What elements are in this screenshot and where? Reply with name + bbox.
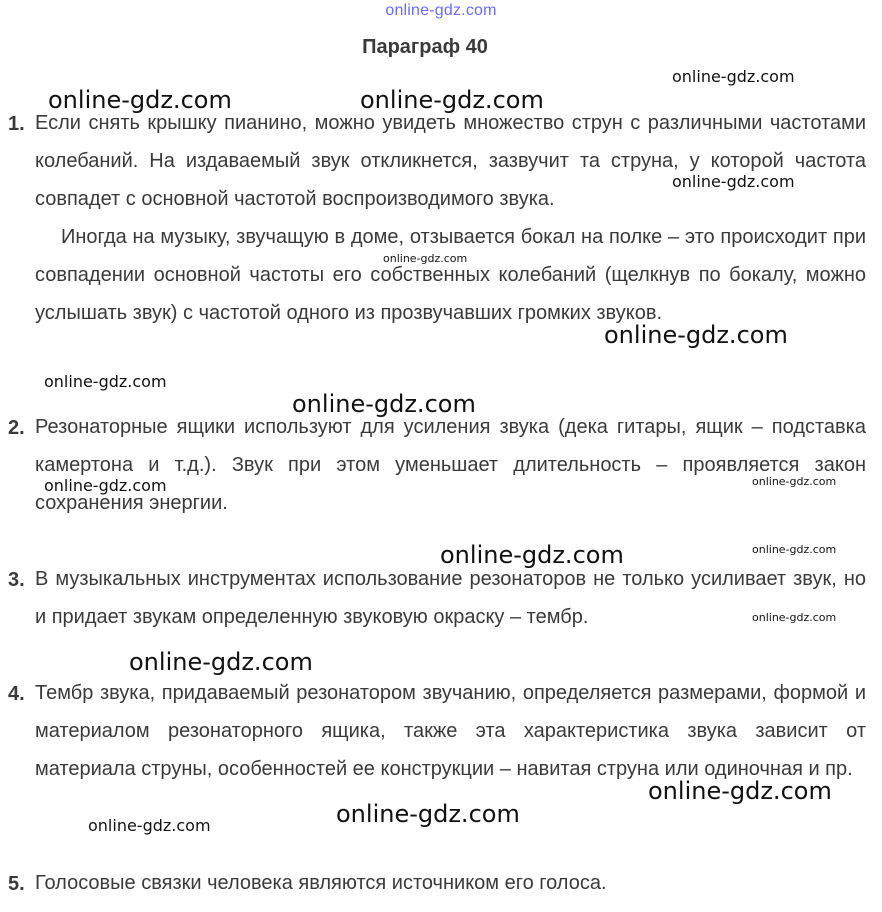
list-item-5 bbox=[8, 864, 866, 902]
item-number: 4. bbox=[8, 683, 25, 705]
watermark: online-gdz.com bbox=[129, 648, 313, 676]
watermark: online-gdz.com bbox=[44, 476, 167, 495]
watermark: online-gdz.com bbox=[752, 475, 837, 488]
watermark: online-gdz.com bbox=[44, 372, 167, 391]
item-paragraph: Резонаторные ящики используют для усиления звука (дека гитары, ящик – подставка камертона и т.д.). Звук при этом уменьшает длительность – проявляется закон сохранения энергии. bbox=[35, 416, 866, 514]
watermark: online-gdz.com bbox=[604, 321, 788, 349]
watermark: online-gdz.com bbox=[440, 541, 624, 569]
list-item-2 bbox=[8, 408, 866, 522]
item-number: 1. bbox=[8, 113, 25, 135]
item-paragraph: Если снять крышку пианино, можно увидеть множество струн с различными частотами колебаний. На издаваемый звук откликнется, зазвучит та струна, у которой частота совпадет с основной частотой воспроизводимого звука. bbox=[35, 112, 866, 210]
watermark: online-gdz.com bbox=[752, 611, 837, 624]
watermark: online-gdz.com bbox=[360, 86, 544, 114]
list-item-1 bbox=[8, 104, 866, 332]
watermark: online-gdz.com bbox=[88, 816, 211, 835]
item-paragraph: Иногда на музыку, звучащую в доме, отзывается бокал на полке – это происходит при совпадении основной частоты его собственных колебаний (щелкнув по бокалу, можно услышать звук) с частотой одного из прозвучавших громких звуков. bbox=[35, 226, 866, 324]
watermark: online-gdz.com bbox=[292, 390, 476, 418]
watermark: online-gdz.com bbox=[648, 777, 832, 805]
header-watermark: online-gdz.com bbox=[385, 2, 497, 19]
watermark: online-gdz.com bbox=[383, 252, 468, 265]
item-paragraph: Голосовые связки человека являются источником его голоса. bbox=[35, 872, 607, 894]
item-number: 5. bbox=[8, 873, 25, 895]
item-number: 2. bbox=[8, 417, 25, 439]
watermark: online-gdz.com bbox=[752, 543, 837, 556]
watermark: online-gdz.com bbox=[336, 800, 520, 828]
list-item-3 bbox=[8, 560, 866, 636]
item-number: 3. bbox=[8, 569, 25, 591]
watermark: online-gdz.com bbox=[48, 86, 232, 114]
list-item-4 bbox=[8, 674, 866, 788]
page-title: Параграф 40 bbox=[362, 36, 488, 58]
item-paragraph: Тембр звука, придаваемый резонатором звучанию, определяется размерами, формой и материалом резонаторного ящика, также эта характеристика звука зависит от материала струны, особенностей ее конструкции – навитая струна или одиночная и пр. bbox=[35, 682, 866, 780]
item-paragraph: В музыкальных инструментах использование резонаторов не только усиливает звук, но и придает звукам определенную звуковую окраску – тембр. bbox=[35, 568, 866, 628]
watermark: online-gdz.com bbox=[672, 67, 795, 86]
watermark: online-gdz.com bbox=[672, 172, 795, 191]
